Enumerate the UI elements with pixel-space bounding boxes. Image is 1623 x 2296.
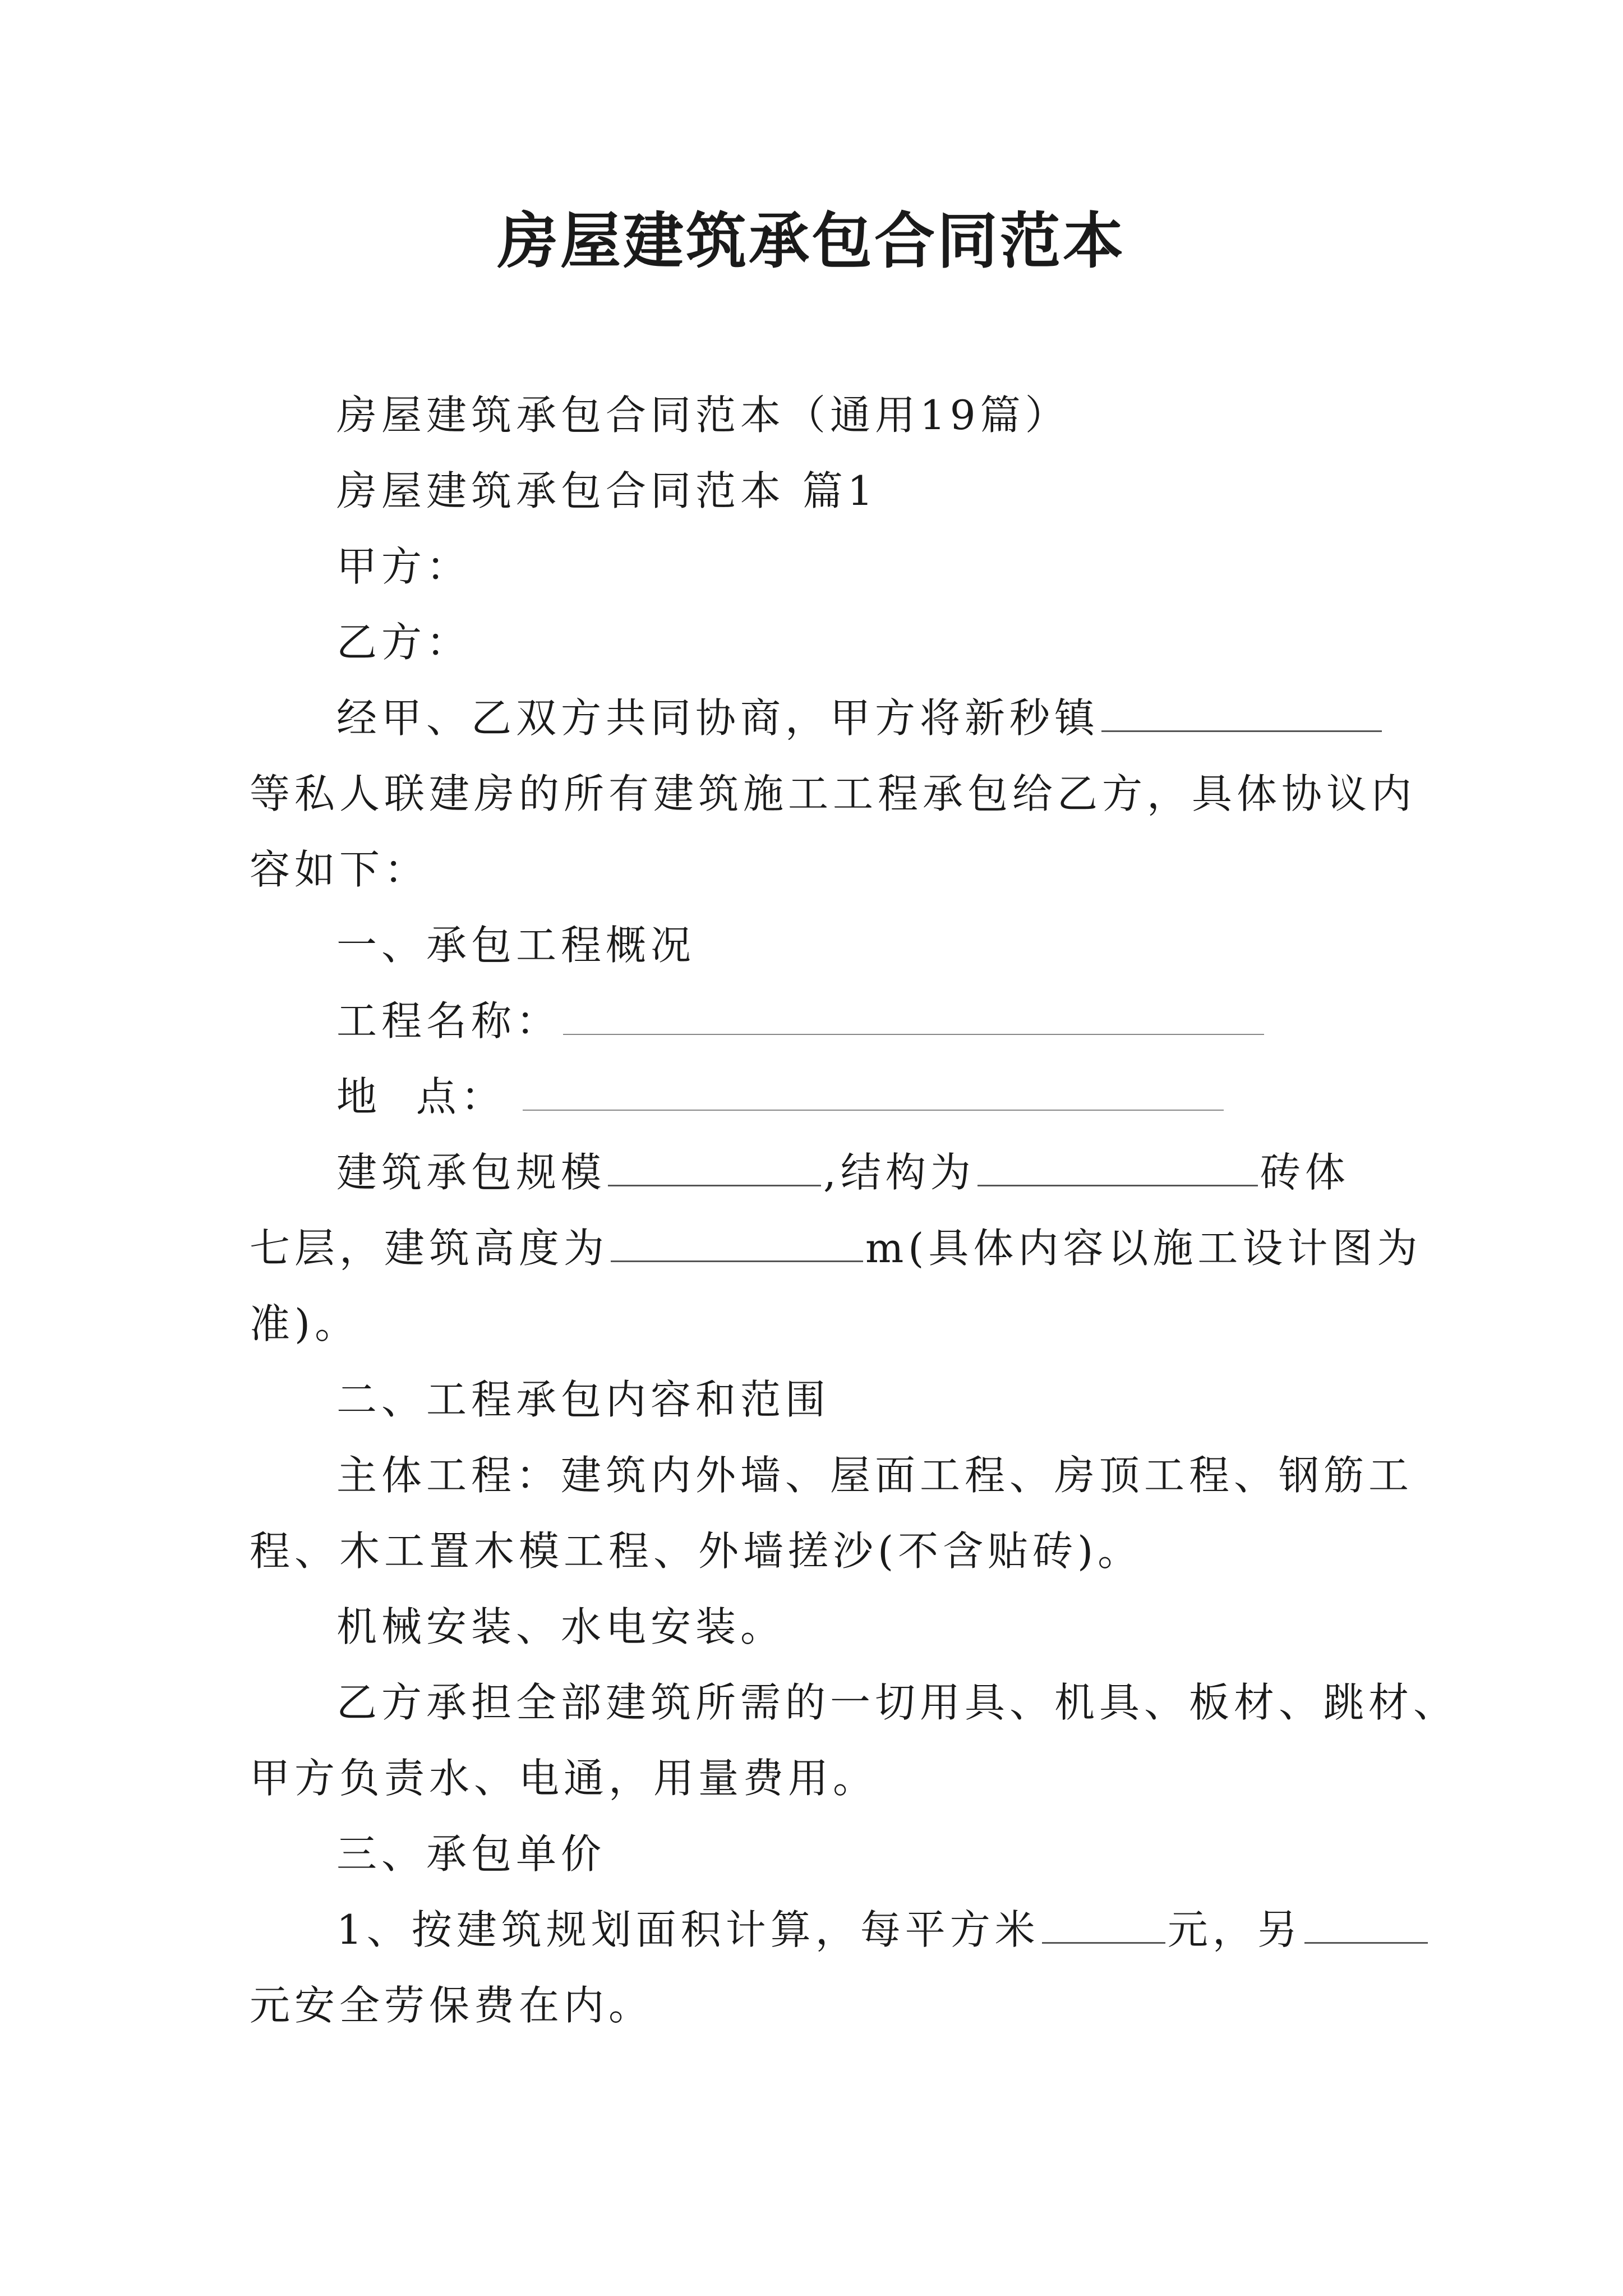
intro-text-1: 经甲、乙双方共同协商，甲方将新秒镇 [336,694,1100,742]
project-name-label: 工程名称： [336,997,561,1045]
scale-blank [608,1144,821,1186]
party-a-label: 甲方： [336,543,472,590]
scale-text-1a: 建筑承包规模 [336,1149,606,1196]
intro-line-3: 容如下： [250,846,430,893]
unit-price-blank [1042,1902,1165,1944]
project-name-line [336,993,1266,1049]
location-line [336,1069,1226,1125]
heading-2: 二、工程承包内容和范围 [336,1376,831,1423]
scale-text-1c: 砖体 [1260,1149,1350,1196]
safety-fee-blank [1304,1902,1428,1944]
intro-line-2: 等私人联建房的所有建筑施工工程承包给乙方，具体协议内 [250,770,1417,817]
heading-3: 三、承包单价 [336,1830,606,1878]
price-text-1b: 元，另 [1167,1906,1302,1953]
machine-install-line: 机械安装、水电安装。 [336,1603,786,1650]
party-b-label: 乙方： [336,619,472,666]
price-line-1 [336,1902,1430,1958]
location-label: 地 点： [336,1073,506,1120]
scale-line-2 [250,1220,1422,1276]
document-title: 房屋建筑承包合同范本 [497,206,1126,277]
tools-line-1: 乙方承担全部建筑所需的一切用具、机具、板材、跳材、 [336,1679,1459,1726]
main-works-line-2: 程、木工置木模工程、外墙搓沙(不含贴砖)。 [250,1527,1143,1575]
scale-line-3: 准)。 [250,1300,360,1347]
height-blank [611,1220,863,1262]
location-blank [523,1069,1224,1111]
town-blank [1101,690,1382,732]
section-heading: 房屋建筑承包合同范本 篇1 [336,467,878,514]
scale-line-1 [336,1144,1350,1200]
project-name-blank [563,993,1264,1035]
price-text-1a: 1、按建筑规划面积计算，每平方米 [336,1906,1040,1953]
scale-text-2b: m(具体内容以施工设计图为 [865,1225,1422,1272]
heading-1: 一、承包工程概况 [336,922,696,969]
intro-line-1 [336,690,1384,746]
scale-text-2a: 七层，建筑高度为 [250,1225,609,1272]
main-works-line-1: 主体工程：建筑内外墙、屋面工程、房顶工程、钢筋工 [336,1452,1414,1499]
price-line-2: 元安全劳保费在内。 [250,1982,654,2029]
scale-text-1b: ,结构为 [823,1149,975,1196]
tools-line-2: 甲方负责水、电通，用量费用。 [250,1755,878,1802]
subtitle: 房屋建筑承包合同范本（通用19篇） [336,392,1070,439]
structure-blank [978,1144,1258,1186]
